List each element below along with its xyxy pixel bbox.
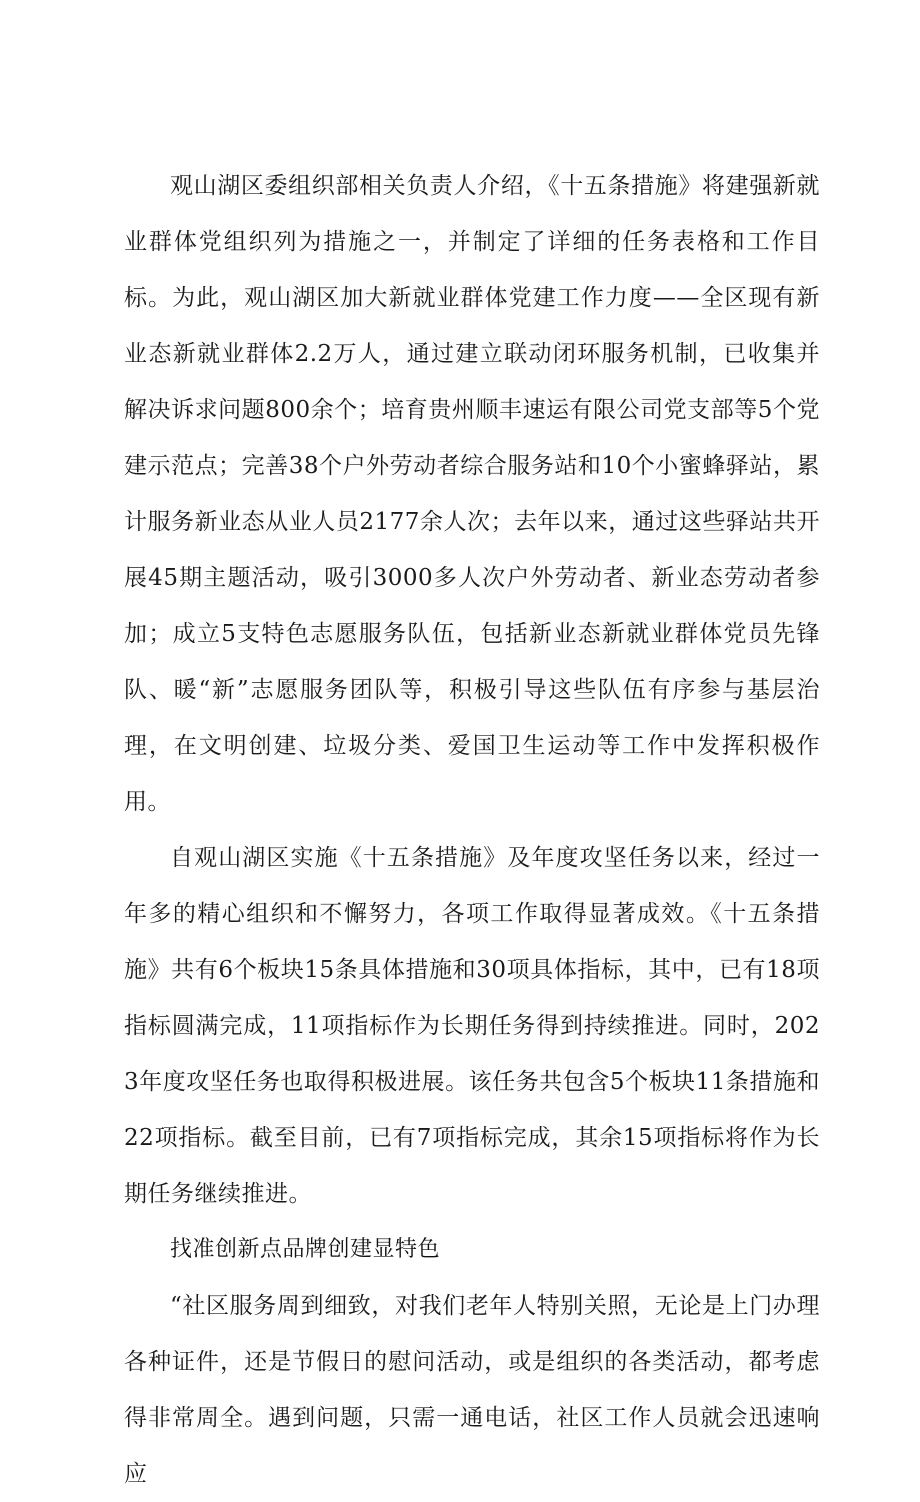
section-subheading: 找准创新点品牌创建显特色 [170,1237,441,1262]
paragraph-community-service-quote: “社区服务周到细致，对我们老年人特别关照，无论是上门办理各种证件，还是节假日的慰问活动，或是组织的各类活动，都考虑得非常周全。遇到问题，只需一通电话，社区工作人员就会迅速响应 [124,1293,820,1487]
document-body [124,158,820,1502]
paragraph-new-employment-party-building: 观山湖区委组织部相关负责人介绍，《十五条措施》将建强新就业群体党组织列为措施之一，并制定了详细的任务表格和工作目标。为此，观山湖区加大新就业群体党建工作力度——全区现有新业态新就业群体2.2万人，通过建立联动闭环服务机制，已收集并解决诉求问题800余个；培育贵州顺丰速运有限公司党支部等5个党建示范点；完善38个户外劳动者综合服务站和10个小蜜蜂驿站，累计服务新业态从业人员2177余人次；去年以来，通过这些驿站共开展45期主题活动，吸引3000多人次户外劳动者、新业态劳动者参加；成立5支特色志愿服务队伍，包括新业态新就业群体党员先锋队、暖“新”志愿服务团队等，积极引导这些队伍有序参与基层治理，在文明创建、垃圾分类、爱国卫生运动等工作中发挥积极作用。 [124,173,820,815]
paragraph-fifteen-measures-results: 自观山湖区实施《十五条措施》及年度攻坚任务以来，经过一年多的精心组织和不懈努力，各项工作取得显著成效。《十五条措施》共有6个板块15条具体措施和30项具体指标，其中，已有18项指标圆满完成，11项指标作为长期任务得到持续推进。同时，2023年度攻坚任务也取得积极进展。该任务共包含5个板块11条措施和22项指标。截至目前，已有7项指标完成，其余15项指标将作为长期任务继续推进。 [124,845,820,1207]
